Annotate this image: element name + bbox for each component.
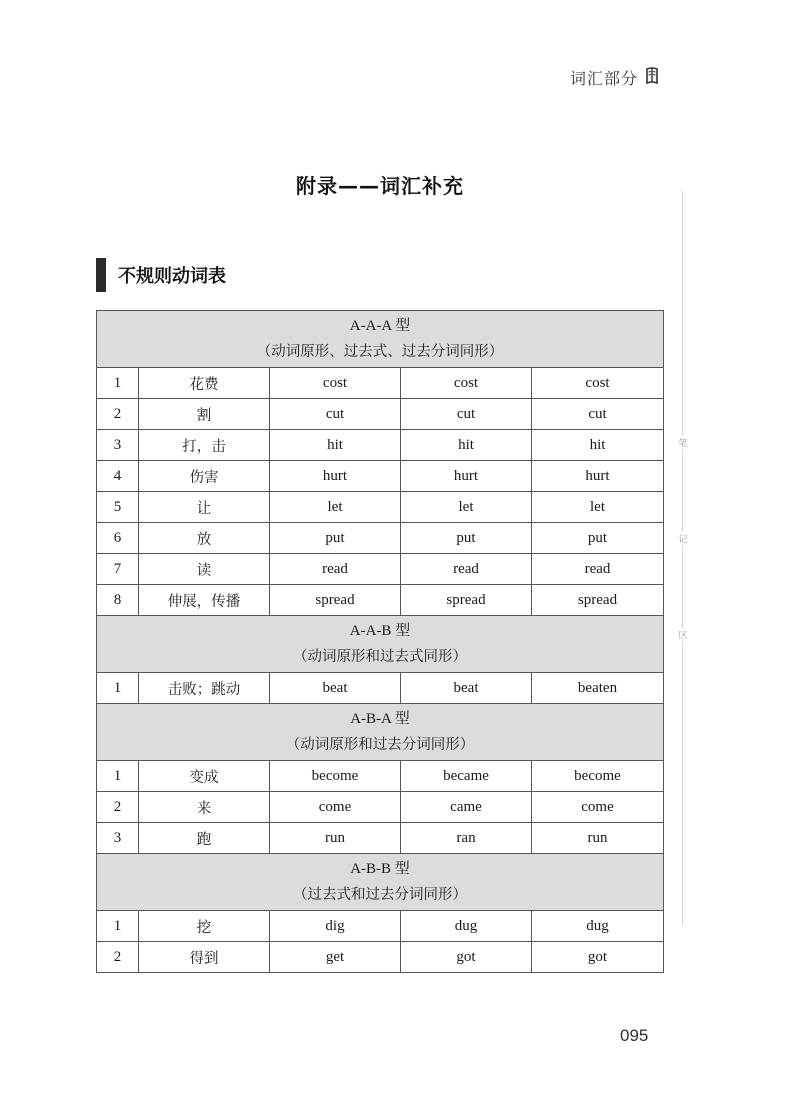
row-number: 5 (97, 492, 139, 523)
notes-margin-label: 区 (676, 628, 690, 641)
past-participle-cell: let (532, 492, 664, 523)
base-form-cell: come (270, 792, 401, 823)
past-participle-cell: hurt (532, 461, 664, 492)
table-row (97, 823, 664, 854)
meaning-cell: 跑 (139, 823, 270, 854)
meaning-cell: 来 (139, 792, 270, 823)
base-form-cell: cut (270, 399, 401, 430)
past-tense-cell: came (401, 792, 532, 823)
group-header-row (97, 616, 664, 673)
page-title: 附录——词汇补充 (296, 174, 464, 198)
page-number: 095 (620, 1026, 649, 1045)
group-type: A-A-A 型 (349, 318, 411, 334)
row-number: 2 (97, 942, 139, 973)
row-number: 1 (97, 911, 139, 942)
table-row (97, 430, 664, 461)
row-number: 6 (97, 523, 139, 554)
group-header-cell (97, 311, 664, 368)
table-row (97, 761, 664, 792)
row-number: 2 (97, 399, 139, 430)
past-participle-cell: cost (532, 368, 664, 399)
group-header-cell (97, 854, 664, 911)
past-tense-cell: spread (401, 585, 532, 616)
group-type: A-B-B 型 (350, 861, 410, 877)
meaning-cell: 让 (139, 492, 270, 523)
table-row (97, 911, 664, 942)
group-header-row (97, 311, 664, 368)
group-type: A-A-B 型 (349, 623, 411, 639)
table-row (97, 792, 664, 823)
row-number: 4 (97, 461, 139, 492)
base-form-cell: let (270, 492, 401, 523)
table-row (97, 554, 664, 585)
base-form-cell: beat (270, 673, 401, 704)
table-row (97, 368, 664, 399)
section-heading-bar (96, 258, 106, 292)
past-tense-cell: read (401, 554, 532, 585)
notes-margin-label: 笔 (676, 436, 690, 449)
base-form-cell: become (270, 761, 401, 792)
past-tense-cell: hurt (401, 461, 532, 492)
base-form-cell: put (270, 523, 401, 554)
table-row (97, 461, 664, 492)
group-header-cell (97, 616, 664, 673)
meaning-cell: 伤害 (139, 461, 270, 492)
notes-margin-rule (682, 190, 683, 925)
past-participle-cell: run (532, 823, 664, 854)
past-participle-cell: put (532, 523, 664, 554)
group-description: （过去式和过去分词同形） (293, 887, 467, 903)
meaning-cell: 放 (139, 523, 270, 554)
group-description: （动词原形、过去式、过去分词同形） (256, 344, 504, 360)
table-row (97, 942, 664, 973)
past-tense-cell: cut (401, 399, 532, 430)
group-header-cell (97, 704, 664, 761)
base-form-cell: cost (270, 368, 401, 399)
past-participle-cell: beaten (532, 673, 664, 704)
past-participle-cell: cut (532, 399, 664, 430)
meaning-cell: 得到 (139, 942, 270, 973)
group-header-row (97, 854, 664, 911)
notes-margin-label: 记 (676, 532, 690, 545)
irregular-verb-table-body (97, 311, 664, 973)
table-row (97, 492, 664, 523)
meaning-cell: 割 (139, 399, 270, 430)
row-number: 1 (97, 673, 139, 704)
base-form-cell: hurt (270, 461, 401, 492)
table-row (97, 523, 664, 554)
past-tense-cell: got (401, 942, 532, 973)
past-participle-cell: spread (532, 585, 664, 616)
meaning-cell: 打，击 (139, 430, 270, 461)
meaning-cell: 读 (139, 554, 270, 585)
book-icon (645, 66, 659, 86)
base-form-cell: get (270, 942, 401, 973)
past-tense-cell: beat (401, 673, 532, 704)
group-type: A-B-A 型 (350, 711, 410, 727)
past-tense-cell: put (401, 523, 532, 554)
past-tense-cell: hit (401, 430, 532, 461)
meaning-cell: 花费 (139, 368, 270, 399)
table-row (97, 399, 664, 430)
meaning-cell: 变成 (139, 761, 270, 792)
row-number: 8 (97, 585, 139, 616)
past-tense-cell: became (401, 761, 532, 792)
past-tense-cell: let (401, 492, 532, 523)
base-form-cell: dig (270, 911, 401, 942)
meaning-cell: 伸展，传播 (139, 585, 270, 616)
base-form-cell: read (270, 554, 401, 585)
group-description: （动词原形和过去分词同形） (285, 737, 475, 753)
group-description: （动词原形和过去式同形） (293, 649, 467, 665)
running-header: 词汇部分 (570, 69, 639, 88)
row-number: 3 (97, 823, 139, 854)
irregular-verb-table (96, 310, 664, 973)
meaning-cell: 挖 (139, 911, 270, 942)
table-row (97, 585, 664, 616)
past-tense-cell: cost (401, 368, 532, 399)
table-row (97, 673, 664, 704)
row-number: 1 (97, 761, 139, 792)
group-header-row (97, 704, 664, 761)
past-participle-cell: come (532, 792, 664, 823)
past-participle-cell: dug (532, 911, 664, 942)
row-number: 1 (97, 368, 139, 399)
past-tense-cell: ran (401, 823, 532, 854)
base-form-cell: spread (270, 585, 401, 616)
row-number: 3 (97, 430, 139, 461)
past-tense-cell: dug (401, 911, 532, 942)
base-form-cell: hit (270, 430, 401, 461)
section-heading-label: 不规则动词表 (118, 266, 226, 287)
past-participle-cell: read (532, 554, 664, 585)
past-participle-cell: hit (532, 430, 664, 461)
past-participle-cell: got (532, 942, 664, 973)
past-participle-cell: become (532, 761, 664, 792)
base-form-cell: run (270, 823, 401, 854)
meaning-cell: 击败；跳动 (139, 673, 270, 704)
row-number: 7 (97, 554, 139, 585)
section-heading (96, 258, 226, 292)
row-number: 2 (97, 792, 139, 823)
